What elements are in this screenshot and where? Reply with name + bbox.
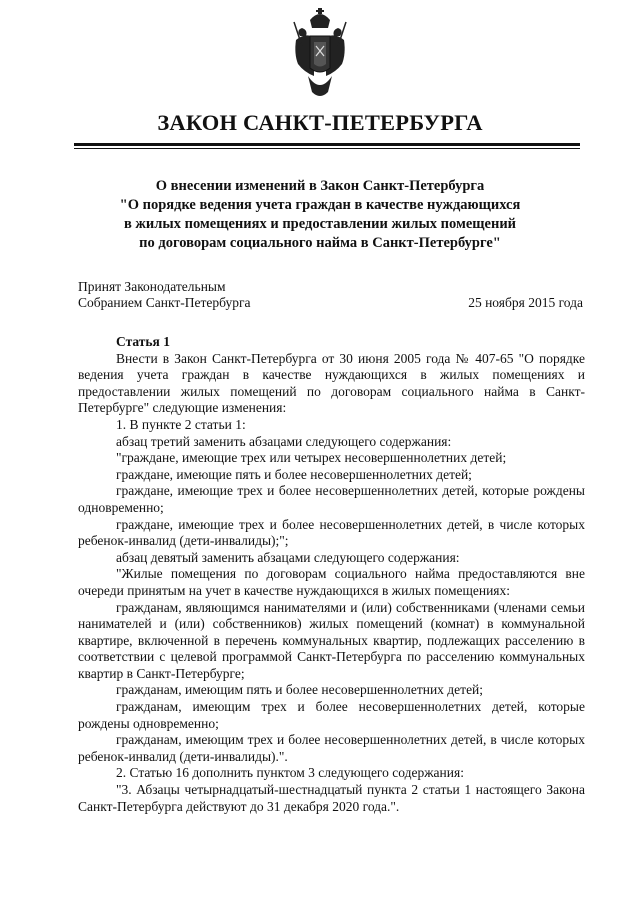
subtitle-line: в жилых помещениях и предоставлении жилых помещений xyxy=(123,216,517,232)
title-rule-thin xyxy=(74,148,580,149)
coat-of-arms-icon xyxy=(292,6,348,102)
paragraph: гражданам, имеющим трех и более несовершеннолетних детей, в числе которых ребенок-инвалид (дети-инвалиды).". xyxy=(78,732,585,764)
adoption-note xyxy=(78,279,251,311)
subtitle-line: О внесении изменений в Закон Санкт-Петербурга xyxy=(155,178,485,194)
paragraph: "Жилые помещения по договорам социального найма предоставляются вне очереди принятым на учет в качестве нуждающихся в жилых помещениях: xyxy=(78,566,585,598)
paragraph: граждане, имеющие трех и более несовершеннолетних детей, в числе которых ребенок-инвалид (дети-инвалиды);"; xyxy=(78,516,585,549)
paragraph: абзац девятый заменить абзацами следующего содержания: xyxy=(116,549,460,565)
law-subtitle xyxy=(60,177,580,253)
paragraph: абзац третий заменить абзацами следующего содержания: xyxy=(116,433,452,449)
paragraph: граждане, имеющие пять и более несовершеннолетних детей; xyxy=(116,466,472,482)
article-heading: Статья 1 xyxy=(116,334,170,349)
title-rule-thick xyxy=(74,143,580,146)
article-body xyxy=(78,334,585,815)
law-title: ЗАКОН САНКТ-ПЕТЕРБУРГА xyxy=(157,110,483,135)
paragraph: "граждане, имеющие трех или четырех несовершеннолетних детей; xyxy=(116,450,507,466)
adoption-line: Собранием Санкт-Петербурга xyxy=(78,295,251,310)
paragraph: гражданам, имеющим трех и более несовершеннолетних детей, которые рождены одновременно; xyxy=(78,699,585,731)
paragraph: 2. Статью 16 дополнить пунктом 3 следующего содержания: xyxy=(116,765,464,781)
paragraph: 1. В пункте 2 статьи 1: xyxy=(116,416,246,432)
paragraph: гражданам, имеющим пять и более несовершеннолетних детей; xyxy=(116,682,484,698)
adoption-line: Принят Законодательным xyxy=(78,279,226,294)
paragraph: "3. Абзацы четырнадцатый-шестнадцатый пункта 2 статьи 1 настоящего Закона Санкт-Петербурга действуют до 31 декабря 2020 года.". xyxy=(78,782,585,814)
paragraph: граждане, имеющие трех и более несовершеннолетних детей, которые рождены одновременно; xyxy=(78,483,585,515)
paragraph: гражданам, являющимся нанимателями и (или) собственниками (членами семьи нанимателей и (или) собственников) жилых помещений (комнат) в коммунальной квартире, включенной в перечень коммунальных квартир, подлежащих расселению в соответствии с целевой программой Санкт-Петербурга по расселению коммунальных квартир в Санкт-Петербурге; xyxy=(78,599,585,681)
adoption-date: 25 ноября 2015 года xyxy=(468,295,583,310)
subtitle-line: по договорам социального найма в Санкт-Петербурге" xyxy=(139,235,501,251)
subtitle-line: "О порядке ведения учета граждан в качестве нуждающихся xyxy=(119,197,521,213)
paragraph: Внести в Закон Санкт-Петербурга от 30 июня 2005 года № 407-65 "О порядке ведения учета граждан в качестве нуждающихся в жилых помещениях и предоставлении жилых помещений по договорам социального найма в Санкт-Петербурге" следующие изменения: xyxy=(78,350,585,416)
